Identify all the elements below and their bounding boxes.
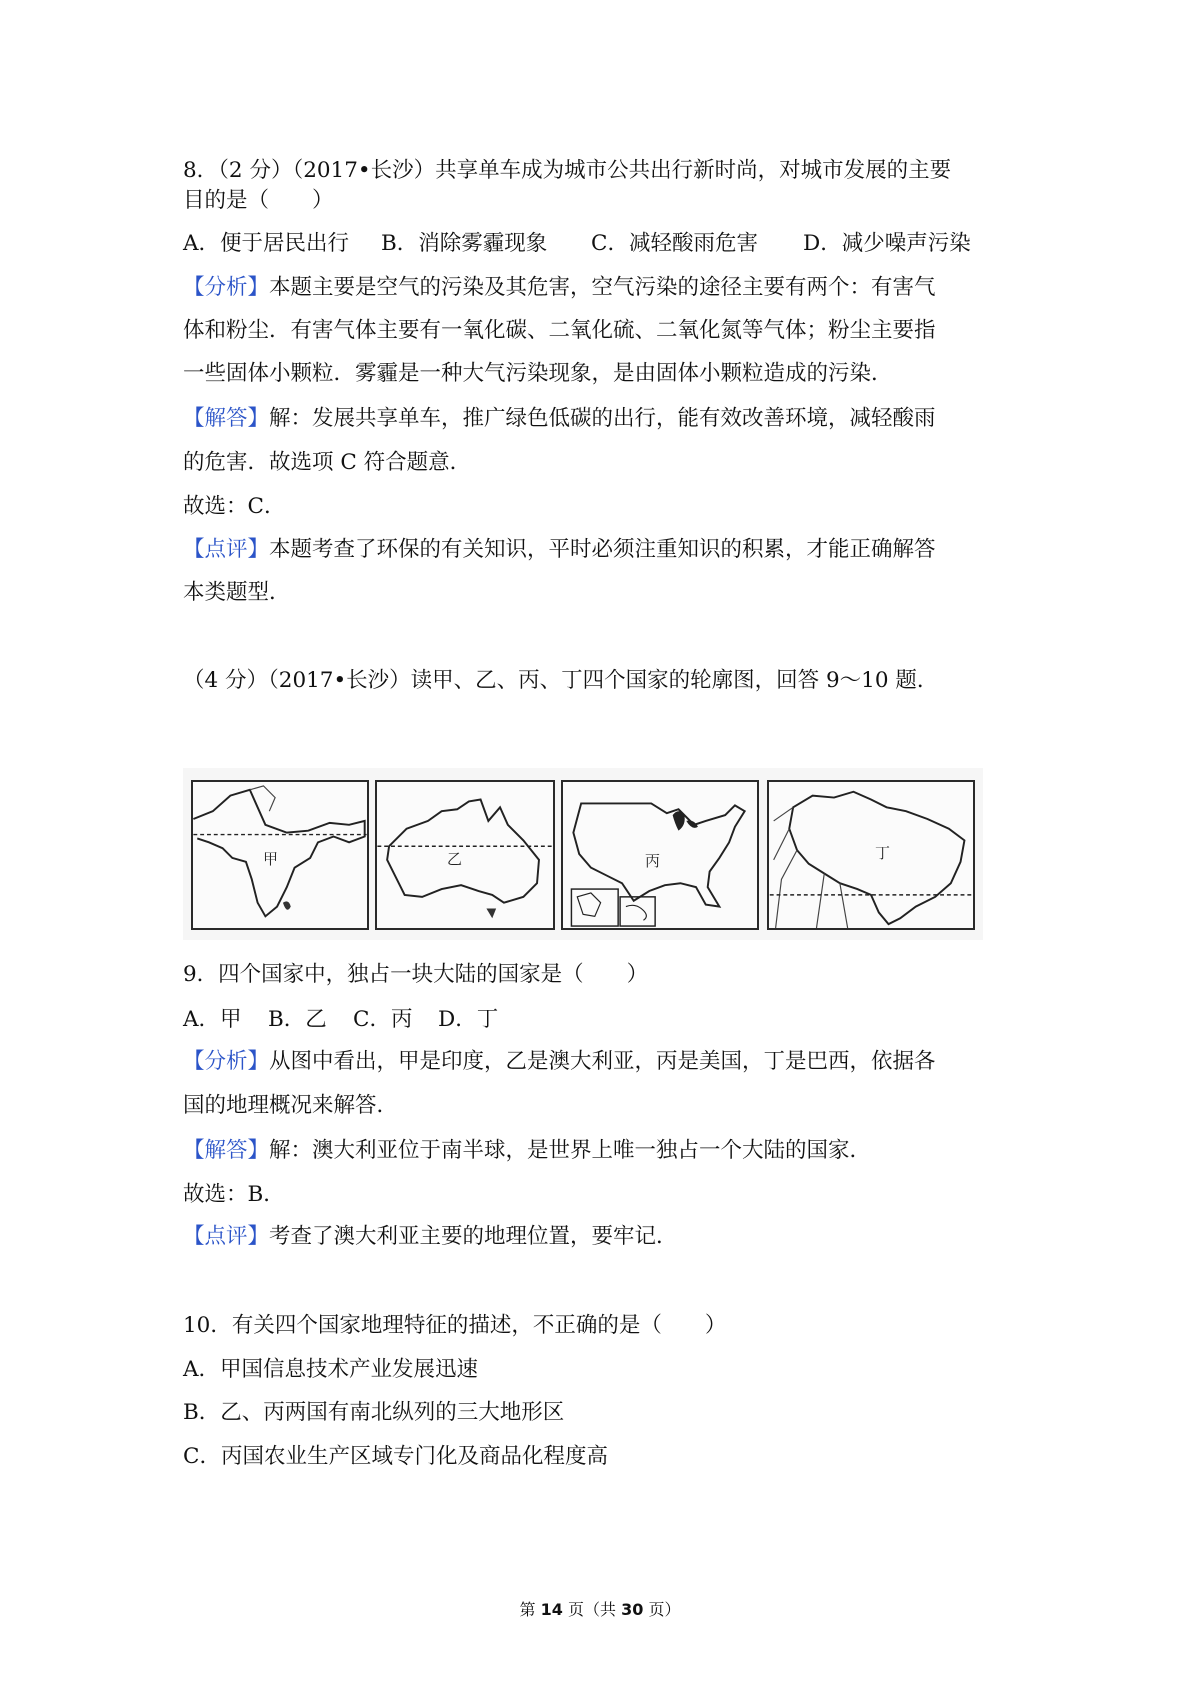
q9-answer-text1: 解：澳大利亚位于南半球，是世界上唯一独占一个大陆的国家．: [269, 1138, 872, 1163]
footer-page-number: 14: [540, 1600, 563, 1619]
q8-answer-text1: 解：发展共享单车，推广绿色低碳的出行，能有效改善环境，减轻酸雨: [269, 406, 936, 431]
q8-options: [183, 229, 1043, 259]
map-label-yi: 乙: [447, 850, 463, 868]
map-label-ding: 丁: [875, 844, 891, 862]
q8-option-a: A．便于居民出行: [183, 231, 350, 256]
map-panel-bing: [561, 780, 759, 930]
page-footer: [0, 1597, 1200, 1620]
q8-comment-line2: 本类题型．: [183, 580, 291, 605]
q9-comment-text1: 考查了澳大利亚主要的地理位置，要牢记．: [269, 1224, 678, 1249]
q9-answer-line1: [183, 1136, 1043, 1166]
india-outline: [193, 782, 367, 928]
q8-option-c: C．减轻酸雨危害: [591, 231, 758, 256]
q9-analysis-line1: [183, 1047, 1043, 1077]
q9-comment-line1: [183, 1222, 1043, 1252]
q10-option-b: B．乙、丙两国有南北纵列的三大地形区: [183, 1400, 565, 1425]
q9-options: [183, 1005, 1043, 1035]
q8-comment-text1: 本题考查了环保的有关知识，平时必须注重知识的积累，才能正确解答: [269, 537, 936, 562]
q9-option-c: C．丙: [353, 1007, 413, 1032]
brazil-outline: [769, 782, 973, 928]
q8-analysis-tag: 【分析】: [183, 275, 270, 300]
q8-option-b: B．消除雾霾现象: [381, 231, 548, 256]
map-panel-yi: [375, 780, 555, 930]
map-label-bing: 丙: [645, 852, 661, 870]
q9-option-a: A．甲: [183, 1007, 242, 1032]
q8-stem-line2: 目的是（ ）: [183, 188, 334, 213]
q8-option-d: D．减少噪声污染: [803, 231, 971, 256]
q10-option-c: C．丙国农业生产区域专门化及商品化程度高: [183, 1444, 608, 1469]
q9-analysis-tag: 【分析】: [183, 1049, 270, 1074]
q9-answer-tag: 【解答】: [183, 1138, 270, 1163]
q9-comment-tag: 【点评】: [183, 1224, 270, 1249]
q8-comment-tag: 【点评】: [183, 537, 270, 562]
q8-comment-line1: [183, 535, 1043, 565]
map-label-jia: 甲: [263, 850, 279, 868]
footer-prefix: 第: [519, 1600, 541, 1619]
q10-stem: 10．有关四个国家地理特征的描述，不正确的是（ ）: [183, 1313, 727, 1338]
q9-stem: 9．四个国家中，独占一块大陆的国家是（ ）: [183, 962, 649, 987]
australia-outline: [377, 782, 553, 928]
q8-analysis-line3: 一些固体小颗粒．雾霾是一种大气污染现象，是由固体小颗粒造成的污染．: [183, 361, 893, 386]
q9-analysis-line2: 国的地理概况来解答．: [183, 1093, 399, 1118]
map-panel-jia: [191, 780, 369, 930]
footer-suffix: 页）: [643, 1600, 681, 1619]
q9-option-b: B．乙: [268, 1007, 327, 1032]
q8-choice: 故选：C．: [183, 494, 286, 519]
q8-answer-line1: [183, 404, 1043, 434]
q9-option-d: D．丁: [438, 1007, 499, 1032]
map-panel-ding: [767, 780, 975, 930]
q9-choice: 故选：B．: [183, 1182, 285, 1207]
country-outline-maps: [183, 768, 983, 940]
q10-option-a: A．甲国信息技术产业发展迅速: [183, 1357, 479, 1382]
q8-analysis-text1: 本题主要是空气的污染及其危害，空气污染的途径主要有两个：有害气: [269, 275, 936, 300]
q9-analysis-text1: 从图中看出，甲是印度，乙是澳大利亚，丙是美国，丁是巴西，依据各: [269, 1049, 936, 1074]
footer-total-pages: 30: [621, 1600, 644, 1619]
group-intro: （4 分）（2017•长沙）读甲、乙、丙、丁四个国家的轮廓图，回答 9～10 题．: [183, 668, 939, 693]
q8-answer-line2: 的危害．故选项 C 符合题意．: [183, 450, 472, 475]
q8-analysis-line2: 体和粉尘．有害气体主要有一氧化碳、二氧化硫、二氧化氮等气体；粉尘主要指: [183, 318, 936, 343]
q8-answer-tag: 【解答】: [183, 406, 270, 431]
q8-analysis-line1: [183, 273, 1043, 303]
q8-stem-line1: 8．（2 分）（2017•长沙）共享单车成为城市公共出行新时尚，对城市发展的主要: [183, 158, 952, 183]
footer-middle: 页（共: [562, 1600, 622, 1619]
